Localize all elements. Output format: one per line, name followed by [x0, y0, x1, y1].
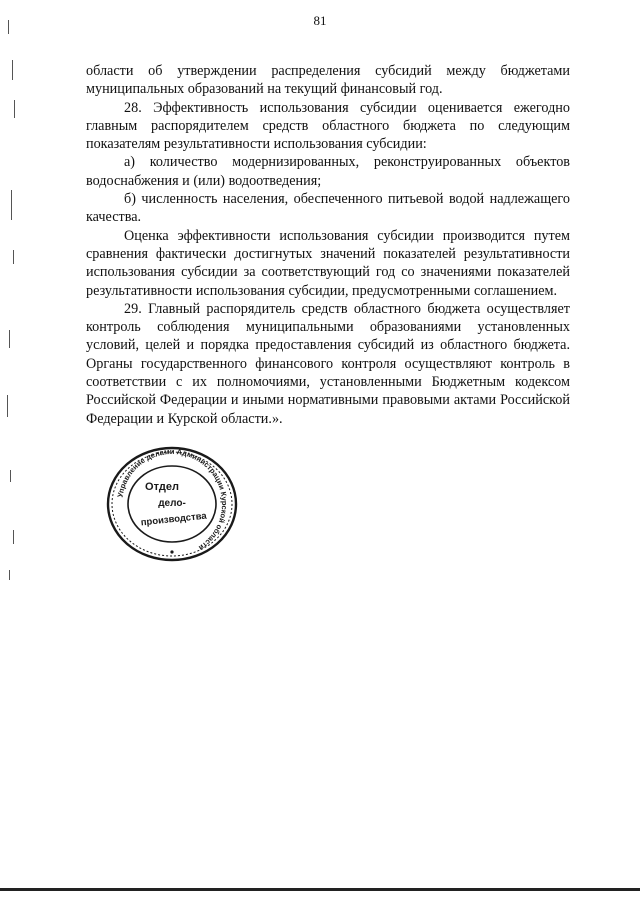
- paragraph-item-29: 29. Главный распорядитель средств областного бюджета осуществляет контроль соблюдения муниципальными образованиями установленных условий, целей и порядка предоставления субсидий из областного бюджета. Органы государственного финансового контроля осуществляют контроль в соответствии с их полномочиями, установленными Бюджетным кодексом Российской Федерации и иными нормативными правовыми актами Российской Федерации и Курской области.».: [86, 300, 570, 427]
- paragraph-subitem-b: б) численность населения, обеспеченного питьевой водой надлежащего качества.: [86, 191, 570, 226]
- scan-mark: [8, 20, 9, 34]
- paragraph-evaluation: Оценка эффективности использования субсидии производится путем сравнения фактически достигнутых значений показателей результативности использования субсидии за соответствующий год со значениями показателей результативности использования субсидии, предусмотренными соглашением.: [86, 227, 570, 299]
- stamp-center-line-3: производства: [140, 510, 208, 529]
- paragraph-continuation: области об утверждении распределения субсидий между бюджетами муниципальных образований на текущий финансовый год.: [86, 63, 570, 98]
- stamp-center-line-1: Отдел: [145, 481, 179, 493]
- official-stamp: [104, 444, 240, 564]
- left-margin-scan-marks: [0, 0, 24, 905]
- scan-mark: [9, 330, 10, 348]
- stamp-dot: [170, 550, 173, 553]
- scan-bottom-edge: [0, 888, 640, 891]
- scan-mark: [10, 470, 11, 482]
- stamp-center-line-2: дело-: [158, 498, 186, 509]
- scan-mark: [14, 100, 15, 118]
- stamp-graphic: [104, 444, 240, 564]
- scan-mark: [9, 570, 10, 580]
- paragraph-subitem-a: а) количество модернизированных, реконструированных объектов водоснабжения и (или) водоотведения;: [86, 154, 570, 189]
- page-number: 81: [313, 13, 327, 28]
- paragraph-item-28: 28. Эффективность использования субсидии оценивается ежегодно главным распорядителем средств областного бюджета по следующим показателям результативности использования субсидии:: [86, 99, 570, 153]
- document-body: [86, 62, 570, 428]
- scan-mark: [13, 530, 14, 544]
- stamp-ring-text: Управление делами Администрации Курской области: [115, 446, 230, 553]
- scan-mark: [12, 60, 13, 80]
- scan-mark: [11, 190, 12, 220]
- scan-mark: [13, 250, 14, 264]
- scan-mark: [7, 395, 8, 417]
